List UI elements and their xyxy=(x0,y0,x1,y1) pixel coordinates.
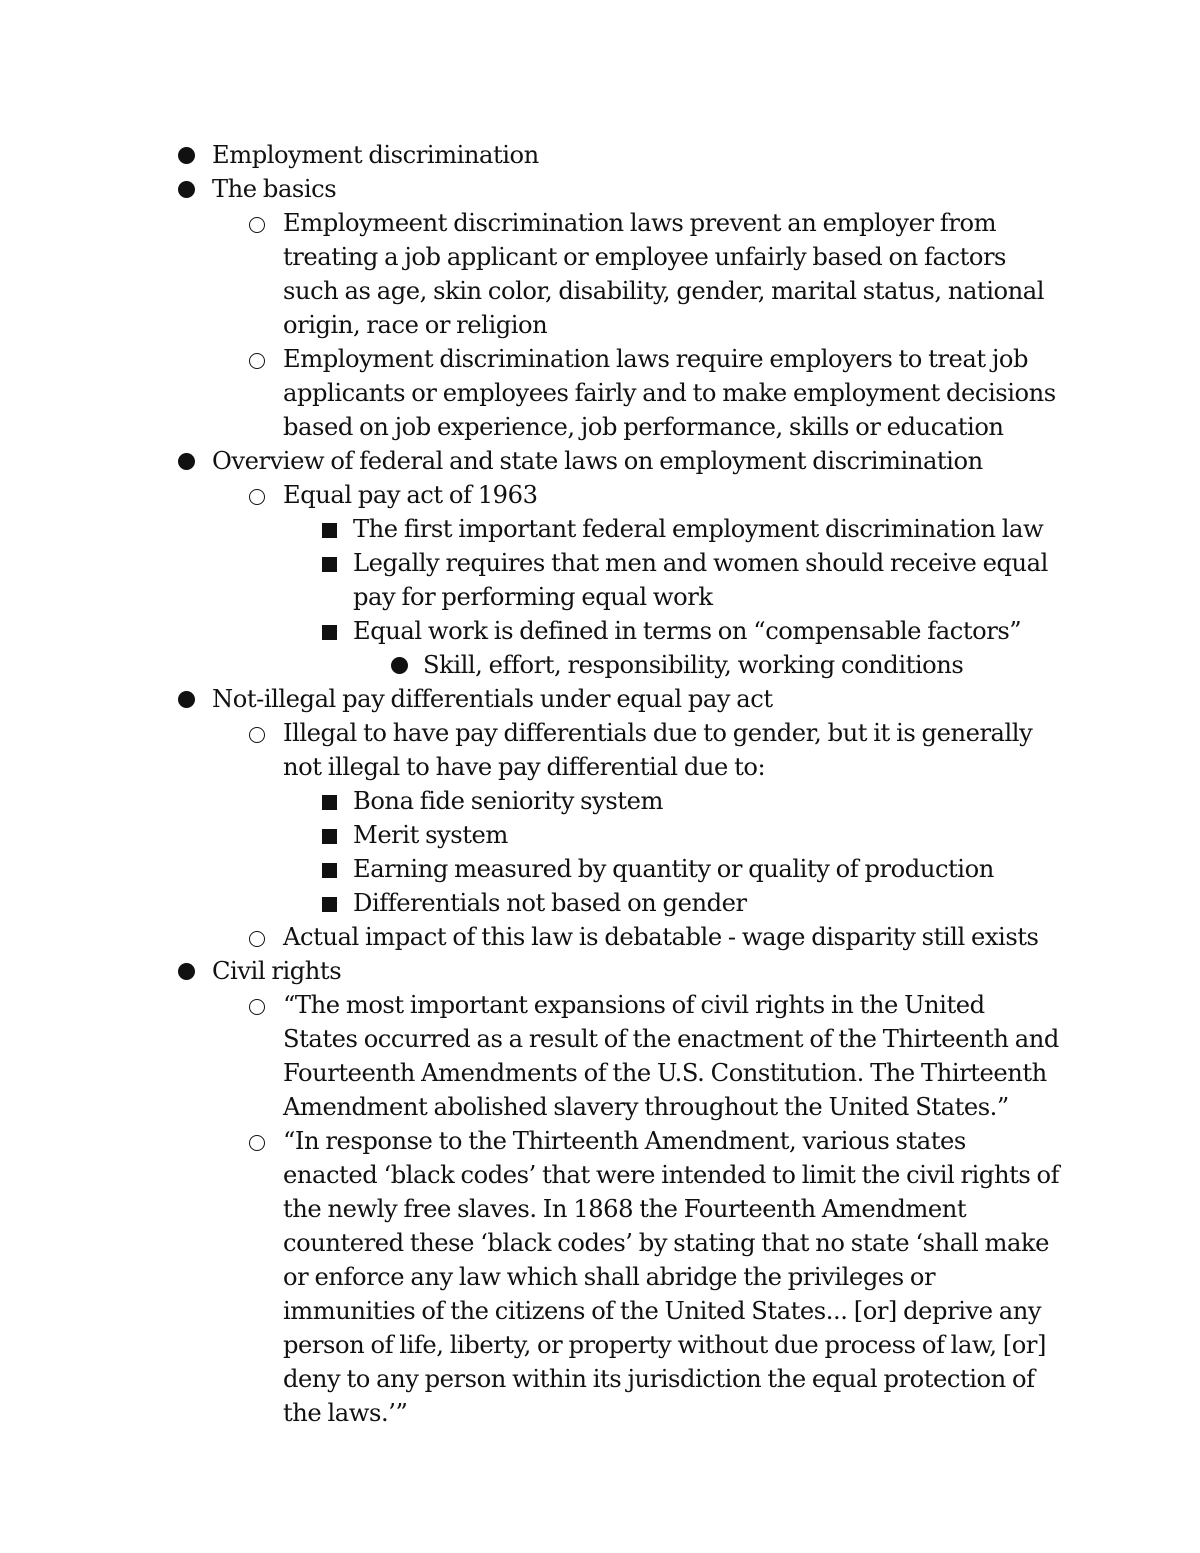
outline-item xyxy=(0,784,1063,818)
outline-item xyxy=(0,648,1063,682)
square-bullet-icon xyxy=(322,829,337,844)
outline-item xyxy=(0,886,1063,920)
outline-item xyxy=(0,1124,1063,1430)
filled-circle-bullet-icon xyxy=(178,181,195,198)
item-text: Overview of federal and state laws on employment discrimination xyxy=(212,447,983,475)
item-text: Bona fide seniority system xyxy=(353,787,663,815)
item-text: Legally requires that men and women should receive equal pay for performing equal work xyxy=(353,549,1048,611)
item-text: The basics xyxy=(212,175,337,203)
outline-item xyxy=(0,682,1062,716)
item-text: Actual impact of this law is debatable - wage disparity still exists xyxy=(283,923,1039,951)
item-text: Illegal to have pay differentials due to gender, but it is generally not illegal to have pay differential due to: xyxy=(283,719,1033,781)
hollow-circle-bullet-icon xyxy=(249,353,265,369)
item-text: Equal work is defined in terms on “compensable factors” xyxy=(353,617,1022,645)
square-bullet-icon xyxy=(322,557,337,572)
hollow-circle-bullet-icon xyxy=(249,727,265,743)
outline-item xyxy=(0,444,1062,478)
item-text: Employment discrimination laws require employers to treat job applicants or employees fairly and to make employment decisions based on job experience, job performance, skills or education xyxy=(283,345,1056,441)
item-text: “The most important expansions of civil rights in the United States occurred as a result of the enactment of the Thirteenth and Fourteenth Amendments of the U.S. Constitution. The Thirteenth Amendment abolished slavery throughout the United States.” xyxy=(283,991,1059,1121)
hollow-circle-bullet-icon xyxy=(249,217,265,233)
outline-item xyxy=(0,920,1063,954)
outline-item xyxy=(0,988,1063,1124)
outline-item xyxy=(0,818,1063,852)
filled-circle-bullet-icon xyxy=(178,147,195,164)
hollow-circle-bullet-icon xyxy=(249,489,265,505)
filled-circle-bullet-icon xyxy=(178,963,195,980)
outline-item xyxy=(0,478,1063,512)
outline-item xyxy=(0,852,1063,886)
item-text: Skill, effort, responsibility, working conditions xyxy=(423,651,964,679)
hollow-circle-bullet-icon xyxy=(249,999,265,1015)
outline-item xyxy=(0,614,1063,648)
square-bullet-icon xyxy=(322,523,337,538)
square-bullet-icon xyxy=(322,625,337,640)
item-text: Merit system xyxy=(353,821,508,849)
hollow-circle-bullet-icon xyxy=(249,931,265,947)
filled-circle-bullet-icon xyxy=(391,657,408,674)
outline-list xyxy=(0,138,1200,1430)
outline-item xyxy=(0,954,1062,988)
square-bullet-icon xyxy=(322,795,337,810)
outline-item xyxy=(0,342,1063,444)
outline-item xyxy=(0,512,1063,546)
hollow-circle-bullet-icon xyxy=(249,1135,265,1151)
square-bullet-icon xyxy=(322,897,337,912)
item-text: “In response to the Thirteenth Amendment, various states enacted ‘black codes’ that were intended to limit the civil rights of the newly free slaves. In 1868 the Fourteenth Amendment countered these ‘black codes’ by stating that no state ‘shall make or enforce any law which shall abridge the privileges or immunities of the citizens of the United States... [or] deprive any person of life, liberty, or property without due process of law, [or] deny to any person within its jurisdiction the equal protection of the laws.’” xyxy=(283,1127,1060,1427)
outline-item xyxy=(0,716,1063,784)
filled-circle-bullet-icon xyxy=(178,453,195,470)
item-text: Differentials not based on gender xyxy=(353,889,747,917)
item-text: Employment discrimination xyxy=(212,141,539,169)
filled-circle-bullet-icon xyxy=(178,691,195,708)
outline-item xyxy=(0,546,1063,614)
item-text: Not-illegal pay differentials under equal pay act xyxy=(212,685,773,713)
item-text: The first important federal employment discrimination law xyxy=(353,515,1044,543)
outline-item xyxy=(0,138,1062,172)
item-text: Earning measured by quantity or quality of production xyxy=(353,855,994,883)
outline-item xyxy=(0,172,1062,206)
square-bullet-icon xyxy=(322,863,337,878)
item-text: Employmeent discrimination laws prevent an employer from treating a job applicant or employee unfairly based on factors such as age, skin color, disability, gender, marital status, national origin, race or religion xyxy=(283,209,1044,339)
item-text: Equal pay act of 1963 xyxy=(283,481,538,509)
outline-item xyxy=(0,206,1063,342)
item-text: Civil rights xyxy=(212,957,342,985)
